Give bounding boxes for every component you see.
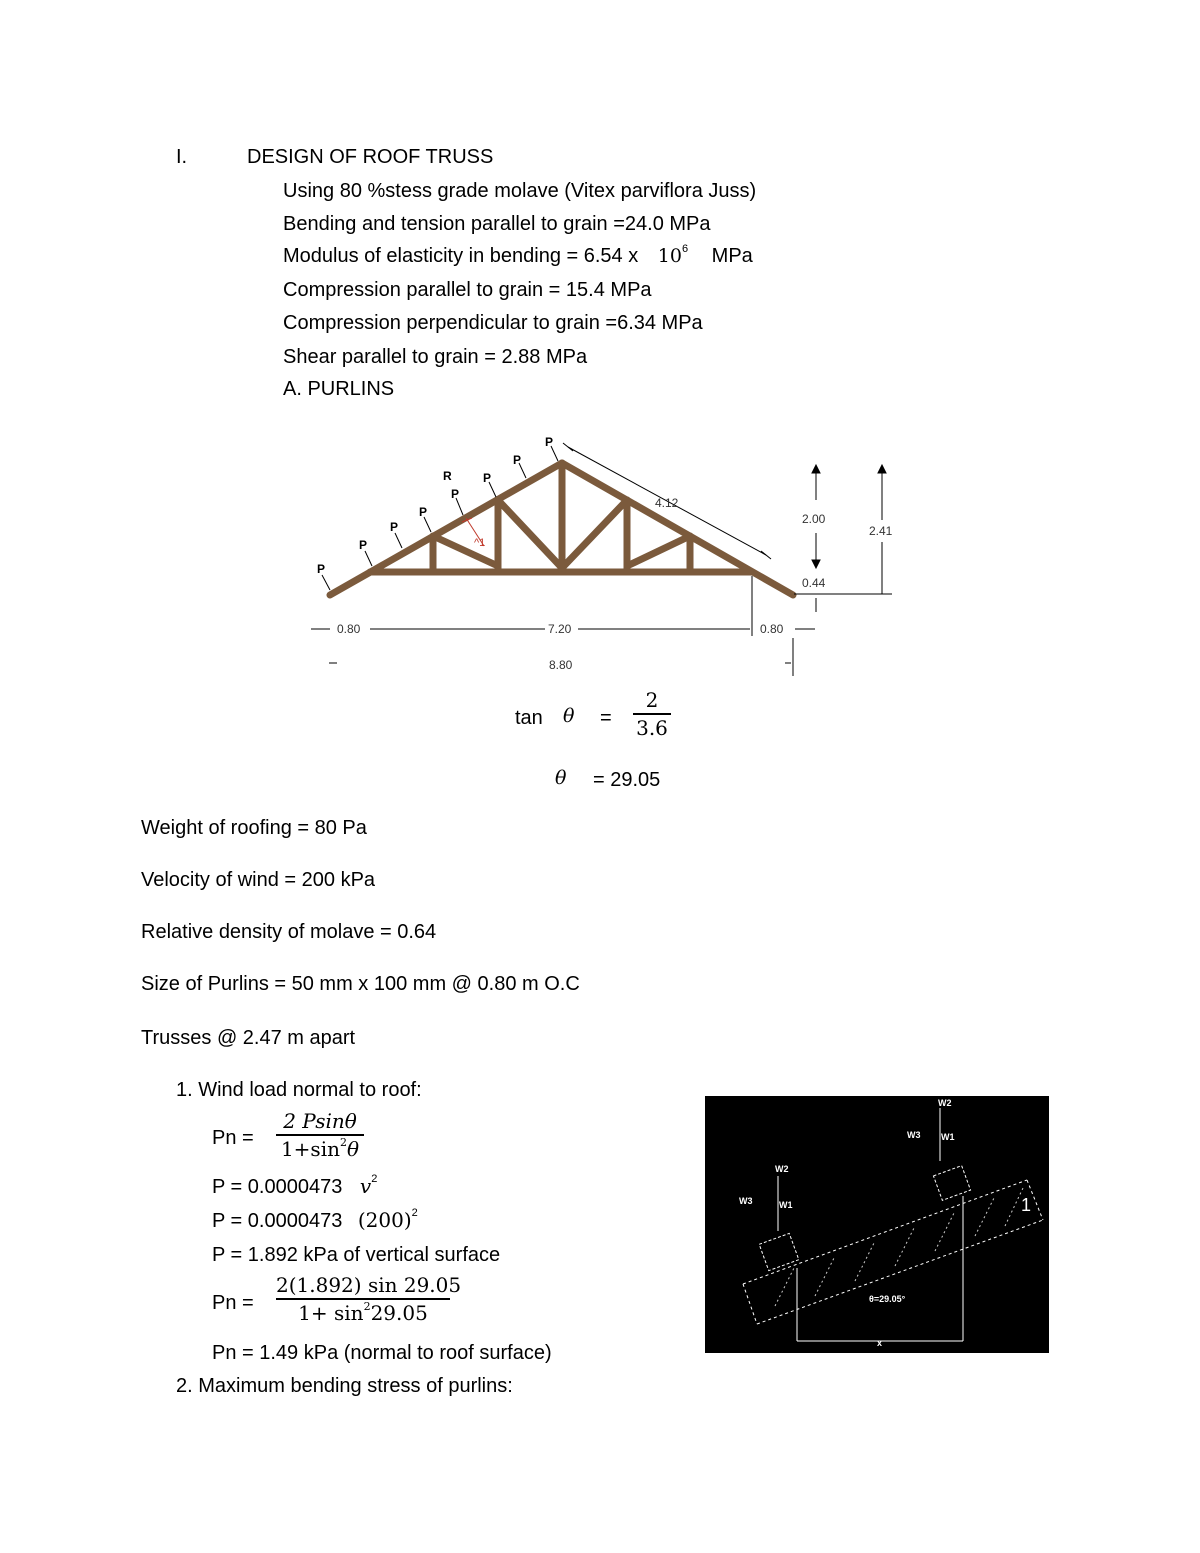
pn2-denominator: $1+ \sin^229.05$: [298, 1300, 428, 1325]
tan-fraction: [633, 690, 671, 738]
dim-total-rise: 2.41: [869, 524, 893, 538]
pn2-numerator: 2(1.892) sin 29.05: [276, 1273, 462, 1297]
spec-line: Shear parallel to grain = 2.88 MPa: [283, 346, 588, 368]
subsection-title: A. PURLINS: [283, 378, 395, 400]
load-label: W3: [907, 1130, 921, 1140]
section-title: DESIGN OF ROOF TRUSS: [247, 146, 494, 168]
truss-diagram: [300, 430, 900, 680]
load-label: W1: [779, 1200, 793, 1210]
theta-symbol: θ: [563, 705, 575, 727]
spec-line: Bending and tension parallel to grain =24.0 MPa: [283, 213, 711, 235]
pn-result: Pn = 1.49 kPa (normal to roof surface): [212, 1342, 552, 1364]
p-formula-line: P = 0.0000473 $v^2$: [212, 1173, 378, 1198]
load-label: P: [513, 453, 522, 467]
load-label: P: [317, 562, 326, 576]
load-label: P: [545, 435, 554, 449]
given-line: Velocity of wind = 200 kPa: [141, 869, 376, 891]
purlin-diagram: [705, 1096, 1049, 1353]
dim-overhang-right: 0.80: [760, 622, 784, 636]
load-label: P: [483, 471, 492, 485]
tan-denominator: 3.6: [636, 716, 668, 740]
theta-symbol: θ: [555, 767, 567, 789]
pn2-formula: [276, 1273, 462, 1325]
dim-overhang-left: 0.80: [337, 622, 361, 636]
spec-line: Modulus of elasticity in bending = 6.54 x $10^6$ MPa: [283, 243, 753, 267]
load-label: W2: [775, 1164, 789, 1174]
spec-line: Compression parallel to grain = 15.4 MPa: [283, 279, 652, 301]
p-formula-line: P = 0.0000473 $(200)^2$: [212, 1207, 418, 1232]
angle-mark: ^1: [474, 537, 486, 549]
spec-line: Using 80 %stess grade molave (Vitex parviflora Juss): [283, 180, 757, 202]
tan-label: tan: [515, 707, 543, 729]
x-label: x: [877, 1338, 883, 1348]
modulus-unit: MPa: [711, 245, 753, 267]
angle-label: θ=29.05°: [869, 1294, 906, 1304]
dim-slope: 4.12: [655, 496, 679, 510]
load-label: P: [419, 505, 428, 519]
dim-span: 7.20: [548, 622, 572, 636]
load-label: P: [390, 520, 399, 534]
pn-label: Pn =: [212, 1127, 254, 1149]
pn2-label: Pn =: [212, 1292, 254, 1314]
load-label: W1: [941, 1132, 955, 1142]
load-label: W2: [938, 1098, 952, 1108]
dimension-labels: [337, 496, 893, 672]
section-number: I.: [176, 146, 188, 168]
given-line: Size of Purlins = 50 mm x 100 mm @ 0.80 m O.C: [141, 973, 580, 995]
pn-denominator: $1+\sin^2\theta$: [280, 1136, 360, 1161]
dim-eave-drop: 0.44: [802, 576, 826, 590]
pn-formula: [276, 1111, 364, 1159]
load-label: P: [451, 487, 460, 501]
modulus-power: 10: [657, 245, 682, 267]
p-result-line: P = 1.892 kPa of vertical surface: [212, 1244, 501, 1266]
given-line: Relative density of molave = 0.64: [141, 921, 437, 943]
theta-result: = 29.05: [593, 769, 661, 791]
pn-numerator: 2 Psinθ: [283, 1109, 357, 1133]
load-label: W3: [739, 1196, 753, 1206]
reaction-label: R: [443, 469, 452, 483]
step2-heading: 2. Maximum bending stress of purlins:: [176, 1375, 513, 1397]
equals-sign: =: [600, 707, 612, 729]
load-arrows: [322, 446, 558, 590]
given-line: Weight of roofing = 80 Pa: [141, 817, 367, 839]
step1-heading: 1. Wind load normal to roof:: [176, 1079, 422, 1101]
tan-numerator: 2: [645, 688, 659, 712]
spec-line: Compression perpendicular to grain =6.34 MPa: [283, 312, 703, 334]
truss-members: [330, 463, 793, 595]
dim-total: 8.80: [549, 658, 573, 672]
one-label: 1: [1021, 1195, 1032, 1215]
load-label: P: [359, 538, 368, 552]
given-line: Trusses @ 2.47 m apart: [141, 1027, 356, 1049]
dim-rise: 2.00: [802, 512, 826, 526]
